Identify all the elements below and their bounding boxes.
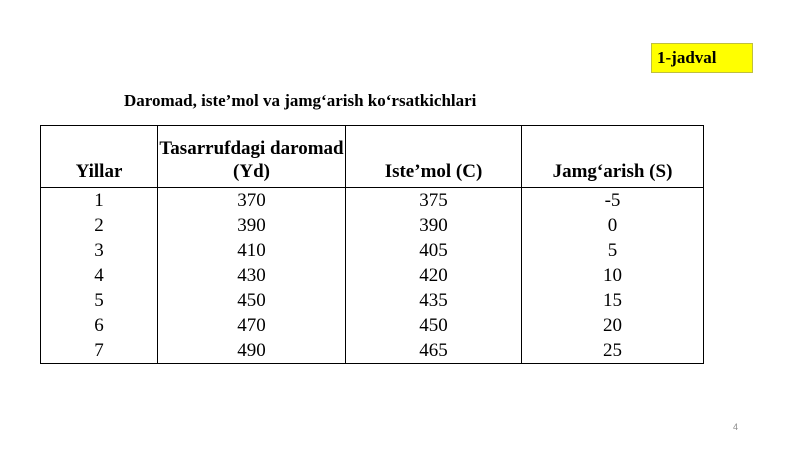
page-number: 4 — [733, 422, 739, 432]
table-row — [41, 263, 704, 288]
table-header-row — [41, 126, 704, 188]
cell-consumption: 435 — [346, 288, 522, 313]
cell-year: 4 — [41, 263, 158, 288]
cell-income: 450 — [158, 288, 346, 313]
cell-consumption: 450 — [346, 313, 522, 338]
cell-saving: 10 — [522, 263, 704, 288]
header-consumption: Iste’mol (C) — [346, 126, 522, 188]
cell-year: 7 — [41, 338, 158, 364]
table-row — [41, 238, 704, 263]
cell-saving: 25 — [522, 338, 704, 364]
header-saving: Jamg‘arish (S) — [522, 126, 704, 188]
slide-title: Daromad, iste’mol va jamg‘arish ko‘rsatkichlari — [124, 91, 477, 110]
cell-income: 370 — [158, 188, 346, 214]
table-row — [41, 288, 704, 313]
cell-consumption: 390 — [346, 213, 522, 238]
cell-income: 430 — [158, 263, 346, 288]
cell-consumption: 405 — [346, 238, 522, 263]
cell-consumption: 375 — [346, 188, 522, 214]
cell-saving: 15 — [522, 288, 704, 313]
cell-saving: 0 — [522, 213, 704, 238]
table-row — [41, 188, 704, 214]
table-number-badge: 1-jadval — [651, 43, 753, 73]
cell-income: 390 — [158, 213, 346, 238]
cell-year: 1 — [41, 188, 158, 214]
cell-year: 3 — [41, 238, 158, 263]
income-consumption-table — [40, 125, 704, 364]
cell-income: 410 — [158, 238, 346, 263]
cell-consumption: 420 — [346, 263, 522, 288]
cell-saving: 20 — [522, 313, 704, 338]
cell-year: 5 — [41, 288, 158, 313]
table-row — [41, 213, 704, 238]
cell-consumption: 465 — [346, 338, 522, 364]
header-years: Yillar — [41, 126, 158, 188]
cell-year: 6 — [41, 313, 158, 338]
cell-saving: 5 — [522, 238, 704, 263]
cell-income: 470 — [158, 313, 346, 338]
table-row — [41, 338, 704, 364]
header-disposable-income: Tasarrufdagi daromad (Yd) — [158, 126, 346, 188]
cell-income: 490 — [158, 338, 346, 364]
cell-saving: -5 — [522, 188, 704, 214]
table-row — [41, 313, 704, 338]
cell-year: 2 — [41, 213, 158, 238]
